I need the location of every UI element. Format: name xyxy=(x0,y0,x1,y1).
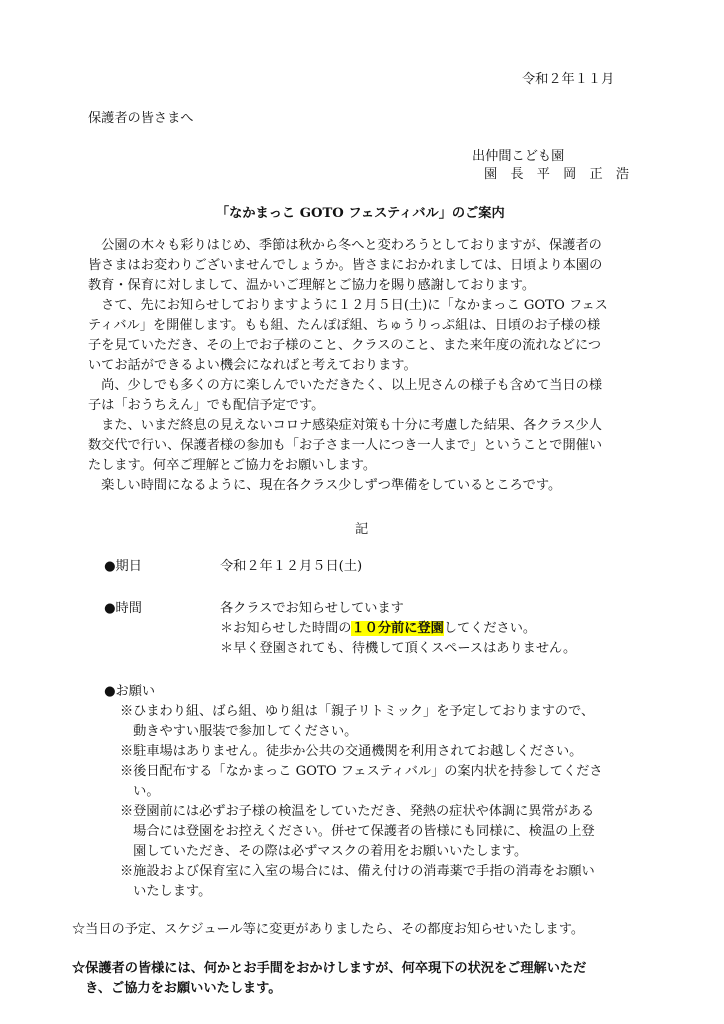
ki-heading: 記 xyxy=(355,522,369,537)
requests-label: ●お願い xyxy=(104,684,156,699)
request-line: ※駐車場はありません。徒歩か公共の交通機関を利用されてお越しください。 xyxy=(120,744,583,759)
request-line: 場合には登園をお控えください。併せて保護者の皆様にも同様に、検温の上登 xyxy=(120,824,595,839)
sender-organization: 出仲間こども園 xyxy=(472,149,565,164)
schedule-change-note: ☆当日の予定、スケジュール等に変更がありましたら、その都度お知らせいたします。 xyxy=(72,922,585,937)
time-note-suffix: してください。 xyxy=(443,621,537,636)
body-line: いてお話ができるよい機会になればと考えております。 xyxy=(88,358,417,373)
request-line: ※施設および保育室に入室の場合には、備え付けの消毒薬で手指の消毒をお願い xyxy=(120,864,595,879)
body-line: 公園の木々も彩りはじめ、季節は秋から冬へと変わろうとしておりますが、保護者の xyxy=(88,238,602,253)
body-line: 楽しい時間になるように、現在各クラス少しずつ準備をしているところです。 xyxy=(88,478,562,493)
body-line: 皆さまはお変わりございませんでしょうか。皆さまにおかれましては、日頃より本園の xyxy=(88,258,603,273)
request-line: い。 xyxy=(120,784,160,799)
request-line: ※後日配布する「なかまっこ GOTO フェスティバル」の案内状を持参してくださ xyxy=(120,764,603,779)
request-line: 動きやすい服装で参加してください。 xyxy=(120,724,358,739)
time-note-arrival xyxy=(220,617,536,636)
body-line: また、いまだ終息の見えないコロナ感染症対策も十分に考慮した結果、各クラス少人 xyxy=(88,418,602,433)
time-value: 各クラスでお知らせしています xyxy=(220,601,404,616)
highlighted-arrival-time: １０分前に登園 xyxy=(351,621,444,636)
request-line: ※ひまわり組、ばら組、ゆり組は「親子リトミック」を予定しておりますので、 xyxy=(120,704,595,719)
request-line: いたします。 xyxy=(120,884,212,899)
body-line: たします。何卒ご理解とご協力をお願いします。 xyxy=(88,458,377,473)
time-note-prefix: ＊お知らせした時間の xyxy=(220,621,352,636)
request-line: ※登園前には必ずお子様の検温をしていただき、発熱の症状や体調に異常がある xyxy=(120,804,595,819)
document-title: 「なかまっこ GOTO フェスティバル」のご案内 xyxy=(216,206,505,221)
body-line: 子を見ていただき、その上でお子様のこと、クラスのこと、また来年度の流れなどにつ xyxy=(88,338,602,353)
time-note-waiting: ＊早く登園されても、待機して頂くスペースはありません。 xyxy=(220,641,577,656)
body-line: 教育・保育に対しまして、温かいご理解とご協力を賜り感謝しております。 xyxy=(88,278,536,293)
closing-line-2: き、ご協力をお願いいたします。 xyxy=(72,981,282,996)
body-line: さて、先にお知らせしておりますように１２月５日(土)に「なかまっこ GOTO フェス xyxy=(88,298,608,313)
document-date: 令和２年１１月 xyxy=(522,72,615,87)
addressee: 保護者の皆さまへ xyxy=(88,111,194,126)
body-line: 尚、少しでも多くの方に楽しんでいただきたく、以上児さんの様子も含めて当日の様 xyxy=(88,378,603,393)
date-value: 令和２年１２月５日(土) xyxy=(220,559,363,574)
body-line: 子は「おうちえん」でも配信予定です。 xyxy=(88,398,325,413)
time-label: ●時間 xyxy=(104,601,142,616)
body-line: ティバル」を開催します。もも組、たんぽぽ組、ちゅうりっぷ組は、日頃のお子様の様 xyxy=(88,318,601,333)
date-label: ●期日 xyxy=(104,559,142,574)
sender-name: 園 長 平 岡 正 浩 xyxy=(484,167,630,182)
request-line: 園していただき、その際は必ずマスクの着用をお願いいたします。 xyxy=(120,844,528,859)
body-line: 数交代で行い、保護者様の参加も「お子さま一人につき一人まで」ということで開催い xyxy=(88,438,603,453)
closing-line-1: ☆保護者の皆様には、何かとお手間をおかけしますが、何卒現下の状況をご理解いただ xyxy=(72,961,587,976)
